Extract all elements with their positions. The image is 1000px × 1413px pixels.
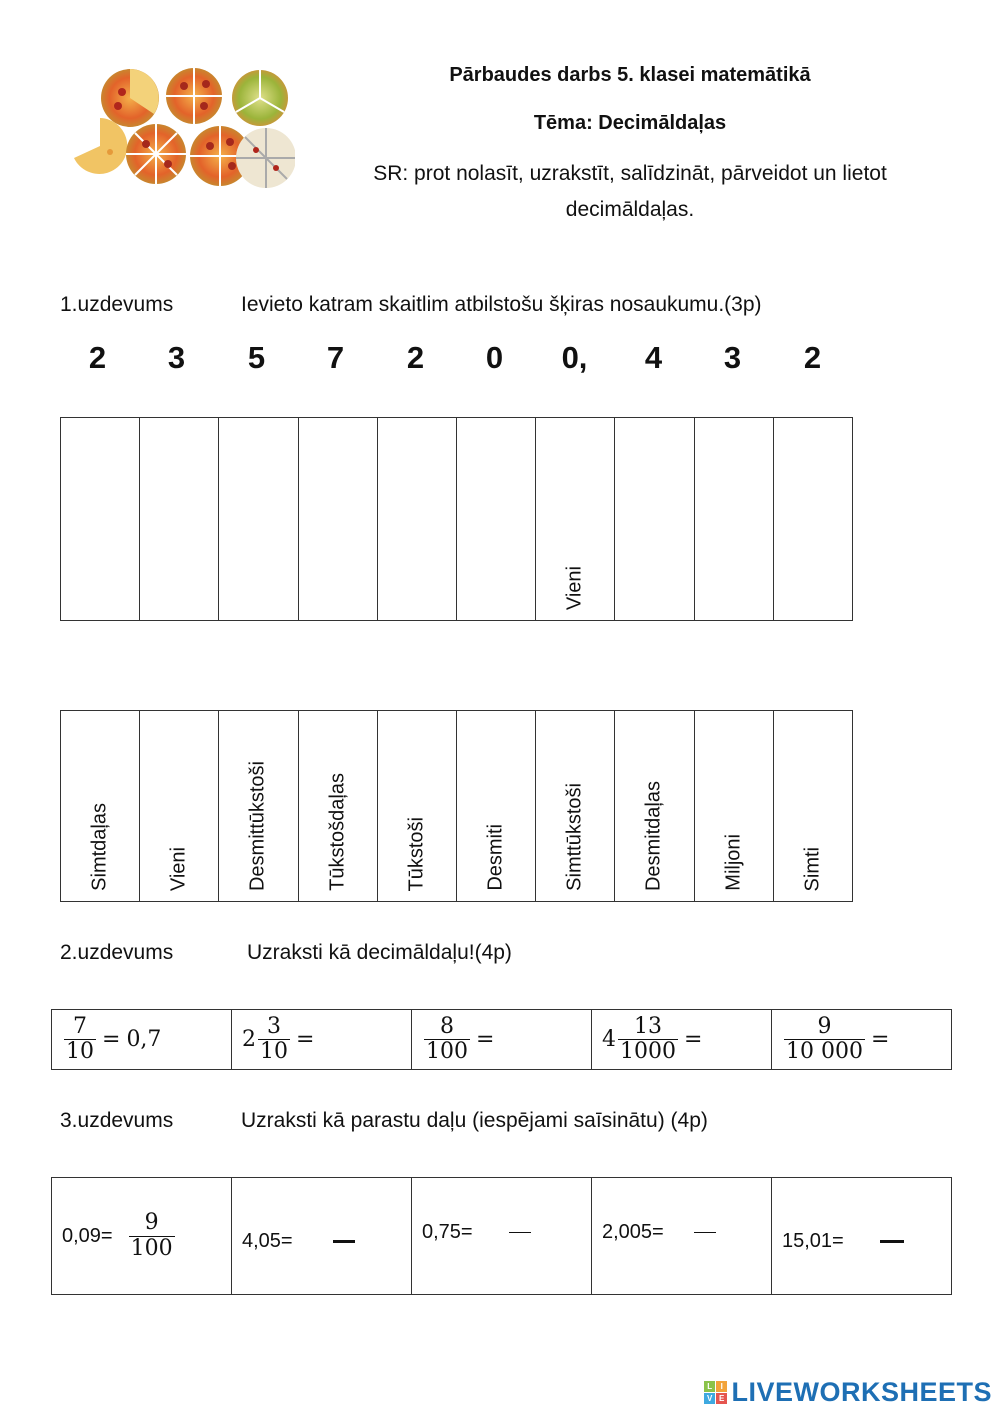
option-cell[interactable]	[536, 711, 615, 902]
worksheet-title: Pārbaudes darbs 5. klasei matemātikā	[449, 64, 811, 86]
option-label: Desmiti	[484, 824, 507, 891]
conversion-cell[interactable]	[52, 1010, 232, 1070]
drop-cell-text: Vieni	[563, 565, 586, 610]
badge-letter: V	[704, 1393, 715, 1404]
fraction	[64, 1015, 96, 1064]
option-label: Desmittūkstoši	[246, 760, 269, 891]
denominator: 100	[130, 1235, 173, 1261]
digit: 3	[167, 340, 186, 375]
worksheet-topic: Tēma: Decimāldaļas	[533, 112, 727, 134]
pizza-3	[232, 70, 288, 126]
option-cell[interactable]	[377, 711, 456, 902]
option-label: Miljoni	[722, 834, 745, 891]
decimal-prefix: 15,01=	[782, 1229, 844, 1252]
option-cell[interactable]	[140, 711, 219, 902]
pizza-5	[126, 124, 186, 184]
option-label: Vieni	[167, 846, 190, 891]
decimal-prefix: 0,09=	[62, 1224, 113, 1247]
fraction-cell[interactable]	[772, 1178, 952, 1295]
drop-cell[interactable]	[694, 418, 773, 621]
decimal-prefix: 4,05=	[242, 1229, 293, 1252]
badge-letter: I	[716, 1381, 727, 1392]
logo-text: LIVEWORKSHEETS	[731, 1377, 992, 1407]
option-label: Simtdaļas	[88, 803, 111, 891]
denominator: 10 000	[786, 1039, 863, 1064]
equals-sign: =	[102, 1027, 121, 1052]
equals-sign: =	[870, 1027, 890, 1052]
fraction	[424, 1015, 470, 1064]
conversion-cell[interactable]	[592, 1010, 772, 1070]
digit: 2	[88, 340, 107, 375]
task2-instruction: Uzraksti kā decimāldaļu!(4p)	[247, 941, 512, 964]
fraction-cell[interactable]	[592, 1178, 772, 1295]
equals-sign: =	[476, 1027, 495, 1052]
option-label: Tūkstošdaļas	[326, 773, 349, 891]
numerator: 8	[440, 1013, 454, 1039]
option-cell[interactable]	[773, 711, 852, 902]
digit: 0	[485, 340, 504, 375]
task3-instruction: Uzraksti kā parastu daļu (iespējami saīsinātu) (4p)	[241, 1109, 708, 1132]
conversion-cell[interactable]	[232, 1010, 412, 1070]
numerator: 3	[267, 1013, 281, 1039]
digit: 3	[723, 340, 742, 375]
digit: 0,	[561, 340, 588, 375]
option-cell[interactable]	[694, 711, 773, 902]
task1-label: 1.uzdevums	[60, 293, 174, 316]
denominator: 1000	[620, 1039, 676, 1064]
drop-cell[interactable]	[140, 418, 219, 621]
result: 0,7	[126, 1027, 162, 1052]
numerator: 9	[817, 1013, 832, 1039]
option-label: Tūkstoši	[405, 816, 428, 891]
drop-cell[interactable]	[615, 418, 694, 621]
answer-drop-table	[60, 417, 853, 621]
equals-sign: =	[684, 1027, 703, 1052]
fraction-bar-input[interactable]	[509, 1232, 531, 1233]
fraction	[784, 1015, 865, 1064]
learning-goal-line-1: SR: prot nolasīt, uzrakstīt, salīdzināt, pārveidot un lietot	[373, 162, 887, 185]
digit: 7	[326, 340, 345, 375]
pizza-2	[166, 68, 222, 124]
option-cell[interactable]	[219, 711, 298, 902]
badge-letter: L	[704, 1381, 715, 1392]
fraction-bar-input[interactable]	[880, 1240, 904, 1243]
option-label: Simti	[801, 846, 824, 891]
conversion-cell[interactable]	[772, 1010, 952, 1070]
drop-cell[interactable]	[377, 418, 456, 621]
drop-cell[interactable]	[456, 418, 535, 621]
denominator: 10	[260, 1039, 288, 1064]
liveworksheets-logo	[704, 1377, 992, 1408]
pizza-fractions-image	[70, 66, 295, 194]
digit: 5	[247, 340, 266, 375]
denominator: 100	[426, 1039, 468, 1064]
option-cell[interactable]	[298, 711, 377, 902]
drop-cell[interactable]	[536, 418, 615, 621]
decimal-prefix: 2,005=	[602, 1220, 664, 1243]
drop-cell[interactable]	[773, 418, 852, 621]
numerator: 13	[634, 1013, 662, 1039]
pizza-1	[101, 69, 159, 127]
drop-cell[interactable]	[61, 418, 140, 621]
liveworksheets-badge-icon	[704, 1381, 727, 1404]
badge-letter: E	[716, 1393, 727, 1404]
fraction	[618, 1015, 678, 1064]
whole-part: 2	[242, 1027, 256, 1052]
numerator: 7	[73, 1013, 87, 1039]
task2-label: 2.uzdevums	[60, 941, 174, 964]
numerator: 9	[144, 1210, 159, 1236]
option-cell[interactable]	[456, 711, 535, 902]
option-label: Simttūkstoši	[563, 783, 586, 891]
fraction-bar-input[interactable]	[694, 1232, 716, 1233]
option-cell[interactable]	[61, 711, 140, 902]
drop-cell[interactable]	[219, 418, 298, 621]
whole-part: 4	[602, 1027, 616, 1052]
digit: 4	[644, 340, 663, 375]
digit: 2	[803, 340, 822, 375]
fraction-conversion-table	[51, 1177, 952, 1295]
task1-instruction: Ievieto katram skaitlim atbilstošu šķiras nosaukumu.(3p)	[241, 293, 762, 316]
digits-row	[58, 340, 858, 390]
place-value-options-table	[60, 710, 853, 902]
task3-label: 3.uzdevums	[60, 1109, 174, 1132]
fraction-cell[interactable]	[52, 1178, 232, 1295]
fraction-bar-input[interactable]	[333, 1240, 355, 1243]
conversion-cell[interactable]	[412, 1010, 592, 1070]
decimal-conversion-table	[51, 1009, 952, 1070]
equals-sign: =	[296, 1027, 315, 1052]
fraction	[129, 1211, 175, 1260]
decimal-prefix: 0,75=	[422, 1220, 473, 1243]
option-cell[interactable]	[615, 711, 694, 902]
drop-cell[interactable]	[298, 418, 377, 621]
fraction-cell[interactable]	[412, 1178, 592, 1295]
pizza-7	[236, 128, 295, 188]
option-label: Desmitdaļas	[642, 780, 665, 891]
denominator: 10	[66, 1039, 94, 1064]
digit: 2	[406, 340, 425, 375]
fraction	[258, 1015, 290, 1064]
fraction-cell[interactable]	[232, 1178, 412, 1295]
pizza-4	[74, 118, 127, 174]
learning-goal-line-2: decimāldaļas.	[565, 198, 695, 221]
